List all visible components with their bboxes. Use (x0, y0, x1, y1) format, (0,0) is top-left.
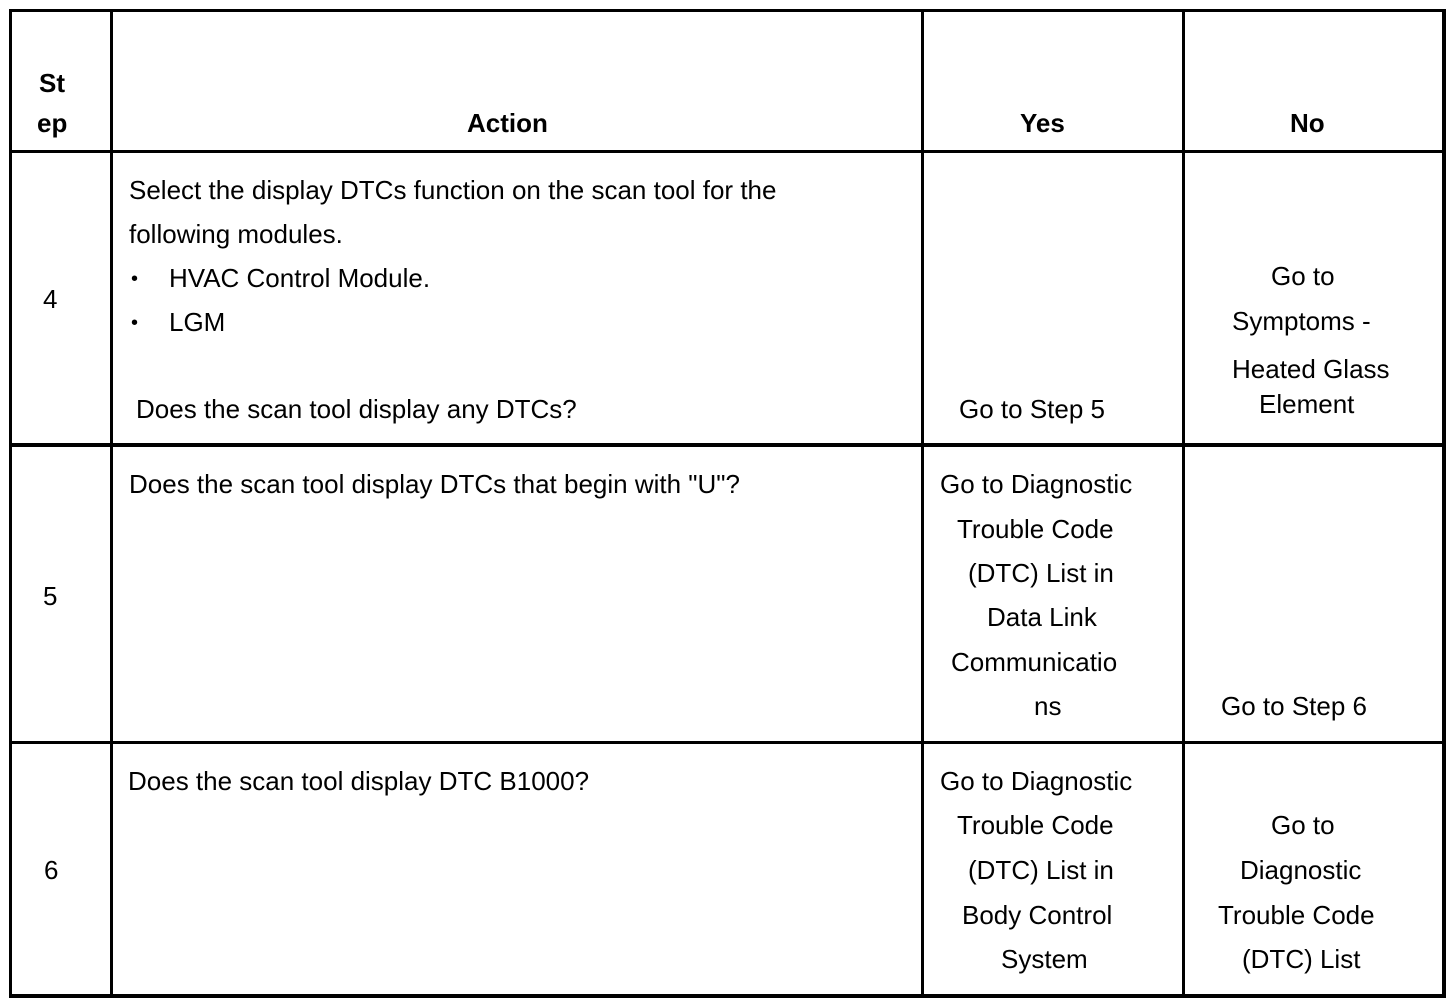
no-result-line: Trouble Code (1218, 900, 1375, 930)
yes-result-line: System (1001, 944, 1088, 974)
step-number: 5 (43, 581, 58, 611)
no-result-line: Element (1259, 389, 1355, 419)
action-text: Select the display DTCs function on the scan tool for the (129, 175, 777, 205)
yes-result-line: (DTC) List in (968, 855, 1114, 885)
table-border-top (9, 9, 1446, 12)
column-divider (110, 9, 113, 998)
table-border-right (1442, 9, 1446, 998)
action-text: following modules. (129, 219, 343, 249)
yes-result-line: (DTC) List in (968, 558, 1114, 588)
yes-result-line: Trouble Code (957, 810, 1114, 840)
header-divider (9, 150, 1446, 153)
header-no: No (1290, 108, 1325, 138)
yes-result-line: Trouble Code (957, 514, 1114, 544)
yes-result-line: ns (1034, 691, 1062, 721)
step-number: 4 (43, 284, 58, 314)
header-step-line-1: St (39, 68, 65, 98)
yes-result-line: Go to Diagnostic (940, 766, 1133, 796)
bullet-icon: • (131, 312, 139, 334)
column-divider (1182, 9, 1185, 998)
table-border-bottom (9, 994, 1446, 998)
no-result-line: Diagnostic (1240, 855, 1362, 885)
yes-result-line: Communicatio (951, 647, 1118, 677)
bullet-icon: • (131, 268, 139, 290)
no-result-line: Go to (1271, 810, 1335, 840)
no-result-line: Symptoms - (1232, 306, 1371, 336)
action-question: Does the scan tool display DTCs that begin with "U"? (129, 469, 740, 499)
no-result: Go to Step 6 (1221, 691, 1367, 721)
yes-result: Go to Step 5 (959, 394, 1105, 424)
header-step-line-2: ep (37, 108, 68, 138)
action-question: Does the scan tool display any DTCs? (136, 394, 577, 424)
no-result-line: Heated Glass (1232, 354, 1390, 384)
header-yes: Yes (1020, 108, 1065, 138)
yes-result-line: Go to Diagnostic (940, 469, 1133, 499)
row-divider (9, 443, 1446, 447)
yes-result-line: Data Link (987, 602, 1097, 632)
action-question: Does the scan tool display DTC B1000? (128, 766, 590, 796)
column-divider (921, 9, 924, 998)
no-result-line: (DTC) List (1242, 944, 1361, 974)
yes-result-line: Body Control (962, 900, 1113, 930)
step-number: 6 (44, 855, 59, 885)
row-divider (9, 741, 1446, 744)
module-list-item: LGM (169, 307, 226, 337)
module-list-item: HVAC Control Module. (169, 263, 431, 293)
no-result-line: Go to (1271, 261, 1335, 291)
table-border-left (9, 9, 12, 998)
header-action: Action (467, 108, 548, 138)
